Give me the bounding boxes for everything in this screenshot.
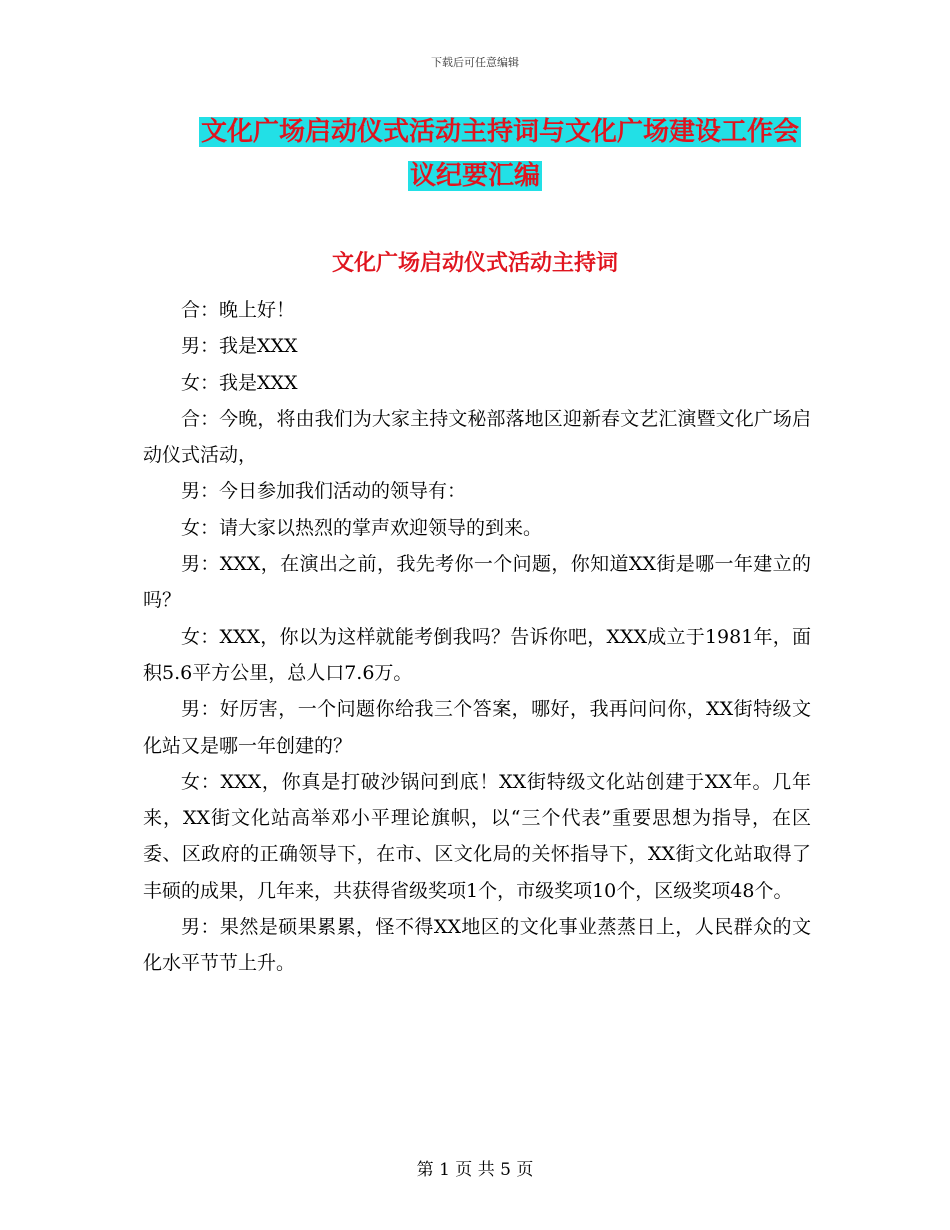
paragraph: 女：我是XXX bbox=[181, 371, 298, 394]
page-header: 下载后可任意编辑 bbox=[431, 56, 519, 69]
document-body bbox=[143, 292, 811, 982]
document-title-line1: 文化广场启动仪式活动主持词与文化广场建设工作会 bbox=[200, 117, 799, 147]
paragraph: 男：好厉害，一个问题你给我三个答案，哪好，我再问问你，XX街特级文化站又是哪一年创建的？ bbox=[143, 698, 811, 757]
paragraph: 合：今晚，将由我们为大家主持文秘部落地区迎新春文艺汇演暨文化广场启动仪式活动， bbox=[143, 407, 811, 467]
document-title bbox=[0, 110, 950, 198]
document-title-line2: 议纪要汇编 bbox=[409, 161, 540, 191]
paragraph: 女：XXX，你以为这样就能考倒我吗？告诉你吧，XXX成立于1981年，面积5.6平方公里，总人口7.6万。 bbox=[143, 625, 811, 684]
section-title: 文化广场启动仪式活动主持词 bbox=[331, 251, 618, 276]
paragraph: 男：果然是硕果累累，怪不得XX地区的文化事业蒸蒸日上，人民群众的文化水平节节上升。 bbox=[143, 916, 811, 975]
paragraph: 男：XXX，在演出之前，我先考你一个问题，你知道XX街是哪一年建立的吗？ bbox=[143, 553, 811, 612]
paragraph: 女：请大家以热烈的掌声欢迎领导的到来。 bbox=[181, 516, 543, 539]
paragraph: 女：XXX，你真是打破沙锅问到底！XX街特级文化站创建于XX年。几年来，XX街文化站高举邓小平理论旗帜，以“三个代表”重要思想为指导，在区委、区政府的正确领导下，在市、区文化局的关怀指导下，XX街文化站取得了丰硕的成果，几年来，共获得省级奖项1个，市级奖项10个，区级奖项48个。 bbox=[143, 770, 811, 902]
paragraph: 合：晚上好！ bbox=[181, 299, 296, 321]
paragraph: 男：今日参加我们活动的领导有： bbox=[181, 480, 467, 503]
page-footer: 第 1 页 共 5 页 bbox=[416, 1160, 534, 1180]
paragraph: 男：我是XXX bbox=[181, 335, 298, 358]
